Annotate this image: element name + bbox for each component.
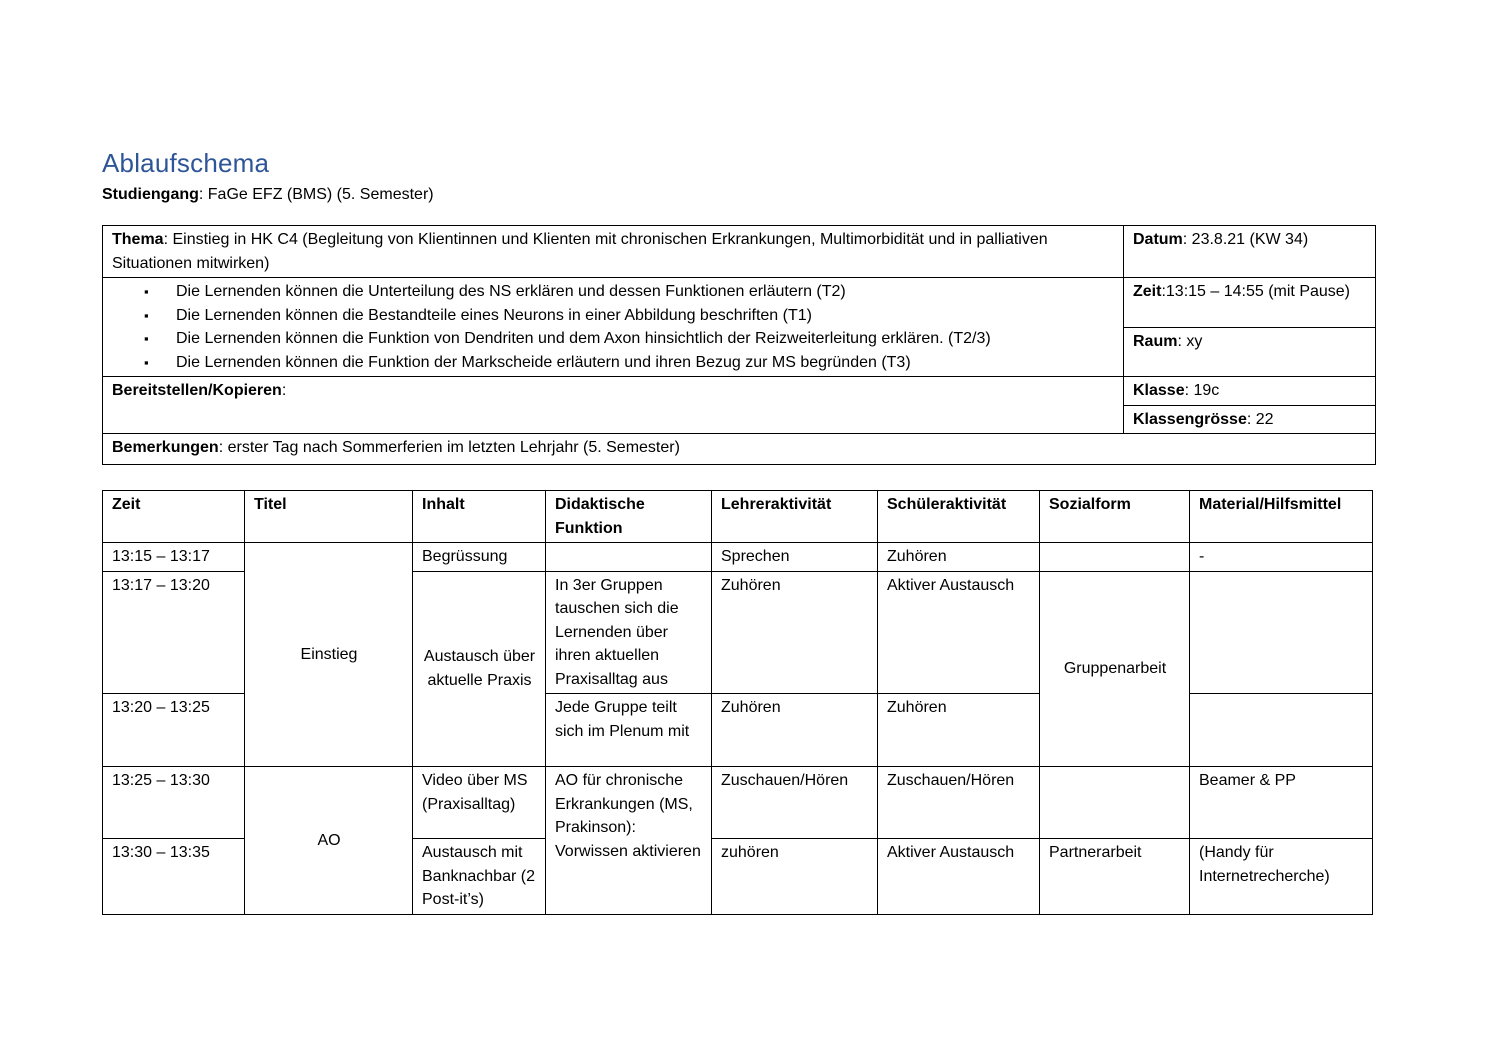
bemerkungen-value: : erster Tag nach Sommerferien im letzten Lehrjahr (5. Semester) (218, 439, 680, 456)
table-row (103, 543, 1373, 572)
zeit-cell: 13:15 – 13:17 (103, 543, 245, 572)
didaktik-cell: In 3er Gruppen tauschen sich die Lernenden über ihren aktuellen Praxisalltag aus (546, 571, 712, 694)
inhalt-cell: Austausch über aktuelle Praxis (413, 571, 546, 767)
thema-cell (103, 226, 1124, 278)
datum-cell (1124, 226, 1376, 278)
goal-item: ▪ Die Lernenden können die Unterteilung des NS erklären und dessen Funktionen erläutern (T2) (176, 280, 1115, 304)
goal-item: ▪ Die Lernenden können die Funktion von Dendriten und dem Axon hinsichtlich der Reizweiterleitung erklären. (T2/3) (176, 327, 1115, 351)
thema-value: : Einstieg in HK C4 (Begleitung von Klientinnen und Klienten mit chronischen Erkrankungen, Multimorbidität und in palliativen Situationen mitwirken) (112, 231, 1048, 272)
zeit-cell: 13:25 – 13:30 (103, 767, 245, 839)
klasse-cell (1124, 377, 1376, 406)
schedule-table (102, 490, 1373, 915)
table-header-row (103, 491, 1373, 543)
bereit-label: Bereitstellen/Kopieren (112, 382, 282, 399)
subtitle-value: : FaGe EFZ (BMS) (5. Semester) (198, 186, 434, 203)
header-material: Material/Hilfsmittel (1190, 491, 1373, 543)
bemerkungen-label: Bemerkungen (112, 439, 219, 456)
header-inhalt: Inhalt (413, 491, 546, 543)
inhalt-cell: Begrüssung (413, 543, 546, 572)
zeit-cell: 13:30 – 13:35 (103, 839, 245, 915)
klasse-label: Klasse (1133, 382, 1185, 399)
header-lehrer: Lehreraktivität (712, 491, 878, 543)
material-cell: (Handy für Internetrecherche) (1190, 839, 1373, 915)
raum-cell (1124, 328, 1376, 377)
material-cell: - (1190, 543, 1373, 572)
header-sozial: Sozialform (1040, 491, 1190, 543)
goals-list (112, 280, 1115, 374)
header-zeit: Zeit (103, 491, 245, 543)
sozial-cell (1040, 543, 1190, 572)
schueler-cell: Zuhören (878, 543, 1040, 572)
inhalt-cell: Video über MS (Praxisalltag) (413, 767, 546, 839)
bemerkungen-cell (103, 434, 1376, 465)
zeit-cell (1124, 278, 1376, 328)
klasse-value: : 19c (1184, 382, 1220, 399)
material-cell (1190, 571, 1373, 694)
material-cell (1190, 694, 1373, 767)
goal-item: ▪ Die Lernenden können die Bestandteile eines Neurons in einer Abbildung beschriften (T1) (176, 304, 1115, 328)
schueler-cell: Aktiver Austausch (878, 571, 1040, 694)
table-row (103, 767, 1373, 839)
raum-value: : xy (1177, 333, 1203, 350)
lehrer-cell: zuhören (712, 839, 878, 915)
zeit-cell: 13:20 – 13:25 (103, 694, 245, 767)
zeit-label: Zeit (1133, 283, 1162, 300)
didaktik-cell: Jede Gruppe teilt sich im Plenum mit (546, 694, 712, 767)
titel-cell: Einstieg (245, 543, 413, 767)
groesse-cell (1124, 405, 1376, 434)
zeit-cell: 13:17 – 13:20 (103, 571, 245, 694)
raum-label: Raum (1133, 333, 1178, 350)
thema-label: Thema (112, 231, 164, 248)
header-titel: Titel (245, 491, 413, 543)
lehrer-cell: Sprechen (712, 543, 878, 572)
subtitle (102, 186, 434, 204)
schueler-cell: Aktiver Austausch (878, 839, 1040, 915)
inhalt-cell: Austausch mit Banknachbar (2 Post-it’s) (413, 839, 546, 915)
info-table (102, 225, 1376, 465)
datum-value: : 23.8.21 (KW 34) (1182, 231, 1309, 248)
didaktik-cell: AO für chronische Erkrankungen (MS, Prakinson): Vorwissen aktivieren (546, 767, 712, 915)
lehrer-cell: Zuhören (712, 571, 878, 694)
titel-cell: AO (245, 767, 413, 915)
schueler-cell: Zuschauen/Hören (878, 767, 1040, 839)
datum-label: Datum (1133, 231, 1183, 248)
zeit-value: :13:15 – 14:55 (mit Pause) (1161, 283, 1351, 300)
didaktik-cell (546, 543, 712, 572)
header-didaktik: Didaktische Funktion (546, 491, 712, 543)
schueler-cell: Zuhören (878, 694, 1040, 767)
bereit-cell (103, 377, 1124, 434)
page-title: Ablaufschema (102, 148, 270, 178)
groesse-value: : 22 (1246, 410, 1274, 428)
subtitle-label: Studiengang (102, 186, 199, 203)
goals-cell (103, 278, 1124, 377)
groesse-label: Klassengrösse (1133, 410, 1247, 428)
goal-item: ▪ Die Lernenden können die Funktion der Markscheide erläutern und ihren Bezug zur MS begründen (T3) (176, 351, 1115, 375)
lehrer-cell: Zuhören (712, 694, 878, 767)
sozial-cell (1040, 767, 1190, 839)
bereit-value: : (281, 382, 287, 399)
lehrer-cell: Zuschauen/Hören (712, 767, 878, 839)
sozial-cell: Partnerarbeit (1040, 839, 1190, 915)
material-cell: Beamer & PP (1190, 767, 1373, 839)
header-schueler: Schüleraktivität (878, 491, 1040, 543)
sozial-cell: Gruppenarbeit (1040, 571, 1190, 767)
